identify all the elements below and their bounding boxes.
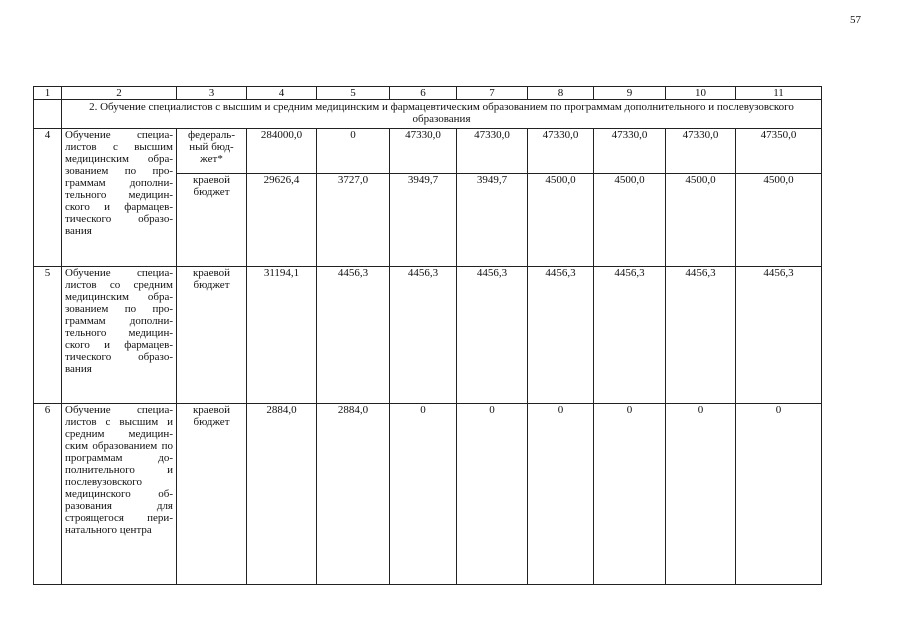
blank-cell (34, 100, 62, 129)
value-cell: 47330,0 (528, 129, 594, 174)
row-number: 5 (34, 267, 62, 404)
value-cell: 0 (736, 404, 822, 585)
column-header: 8 (528, 87, 594, 100)
value-cell: 29626,4 (247, 174, 317, 267)
column-header: 11 (736, 87, 822, 100)
table-row (34, 404, 822, 585)
column-header: 6 (390, 87, 457, 100)
value-cell: 4456,3 (528, 267, 594, 404)
value-cell: 0 (594, 404, 666, 585)
value-cell: 47350,0 (736, 129, 822, 174)
value-cell: 0 (457, 404, 528, 585)
column-header: 2 (62, 87, 177, 100)
page-number: 57 (850, 14, 861, 26)
value-cell: 4456,3 (666, 267, 736, 404)
value-cell: 4500,0 (594, 174, 666, 267)
value-cell: 2884,0 (317, 404, 390, 585)
row-number: 6 (34, 404, 62, 585)
column-header: 1 (34, 87, 62, 100)
column-number-row (34, 87, 822, 100)
table-row (34, 129, 822, 174)
value-cell: 4456,3 (736, 267, 822, 404)
value-cell: 3727,0 (317, 174, 390, 267)
value-cell: 4500,0 (736, 174, 822, 267)
column-header: 3 (177, 87, 247, 100)
value-cell: 47330,0 (390, 129, 457, 174)
column-header: 7 (457, 87, 528, 100)
value-cell: 3949,7 (390, 174, 457, 267)
value-cell: 4456,3 (594, 267, 666, 404)
value-cell: 4456,3 (390, 267, 457, 404)
value-cell: 47330,0 (457, 129, 528, 174)
funding-source: федераль-ный бюд-жет* (177, 129, 247, 174)
section-row (34, 100, 822, 129)
value-cell: 0 (317, 129, 390, 174)
measure-name: Обучение специа-листов со средним медицинским обра-зованием по про-граммам дополни-тельного медицин-ского и фармацев-тического образо-вания (62, 267, 177, 404)
column-header: 4 (247, 87, 317, 100)
value-cell: 2884,0 (247, 404, 317, 585)
value-cell: 4456,3 (317, 267, 390, 404)
value-cell: 3949,7 (457, 174, 528, 267)
column-header: 10 (666, 87, 736, 100)
table-row (34, 267, 822, 404)
value-cell: 4456,3 (457, 267, 528, 404)
measure-name: Обучение специа-листов с высшим медицинским обра-зованием по про-граммам дополни-тельного медицин-ского и фармацев-тического образо-вания (62, 129, 177, 267)
column-header: 9 (594, 87, 666, 100)
value-cell: 47330,0 (666, 129, 736, 174)
value-cell: 31194,1 (247, 267, 317, 404)
funding-source: краевой бюджет (177, 267, 247, 404)
value-cell: 284000,0 (247, 129, 317, 174)
funding-source: краевой бюджет (177, 174, 247, 267)
value-cell: 4500,0 (666, 174, 736, 267)
column-header: 5 (317, 87, 390, 100)
funding-source: краевой бюджет (177, 404, 247, 585)
value-cell: 4500,0 (528, 174, 594, 267)
value-cell: 0 (666, 404, 736, 585)
row-number: 4 (34, 129, 62, 267)
measure-name: Обучение специа-листов с высшим и средним медицин-ским образованием по программам до-полнительного и послевузовского медицинского об-разования для строящегося пери-натального центра (62, 404, 177, 585)
budget-table (33, 86, 822, 585)
section-title: 2. Обучение специалистов с высшим и средним медицинским и фармацевтическим образованием по программам дополнительного и послевузовского образования (62, 100, 822, 129)
value-cell: 0 (528, 404, 594, 585)
value-cell: 47330,0 (594, 129, 666, 174)
value-cell: 0 (390, 404, 457, 585)
